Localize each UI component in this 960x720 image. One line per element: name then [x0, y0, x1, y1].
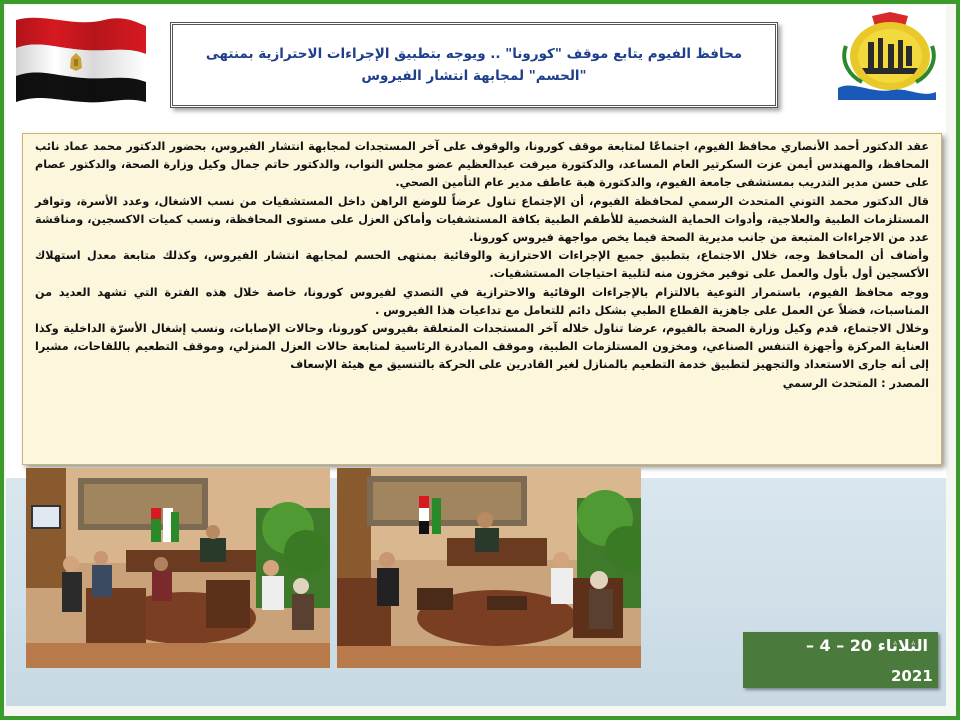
- date-year: 2021: [891, 667, 933, 685]
- meeting-photo-1: [26, 468, 330, 668]
- paragraph: وخلال الاجتماع، قدم وكيل وزارة الصحة بالفيوم، عرضا تناول خلاله آخر المستجدات المتعلقة بفيروس كورونا، وحالات الإصابات، ونسب إشغال الأسرّة الداخلية وكذا العناية المركزة وأجهزة التنفس الصناعي، ومخزون المستلزمات الطبية، وموقف المبادرة الرئاسية لمتابعة حالات العزل المنزلي، وموقف التطعيم باللقاحات، مشيرا إلى أنه جارى الاستعداد والتجهيز لتطبيق خدمة التطعيم بالمنازل لغير القادرين على الحركة بالتنسيق مع هيئة الإسعاف: [35, 322, 929, 372]
- paragraph: وأضاف أن المحافظ وجه، خلال الاجتماع، بتطبيق جميع الإجراءات الاحترازية والوقائية بمنتهى الحسم لمجابهة انتشار الفيروس، وكذلك متابعة معدل استهلاك الأكسجين أول بأول والعمل على توفير مخزون منه لتلبية احتياجات المستشفيات.: [35, 249, 929, 281]
- paragraph: قال الدكتور محمد التوني المتحدث الرسمي لمحافظة الفيوم، أن الإجتماع تناول عرضاً للوضع الراهن داخل المستشفيات من نسب الاشغال، وعدد الأسرة، وتوافر المستلزمات الطبية والعلاجية، وأدوات الحماية الشخصية للأطقم الطبية بكافة المستشفيات وأماكن العزل على مستوى المحافظة، ونسب كميات الاكسجين، ومناقشة عدد من الاجراءات المتبعة من جانب مديرية الصحة فيما يخص مواجهة فيروس كورونا.: [35, 194, 929, 245]
- egypt-flag-icon: [14, 12, 148, 104]
- meeting-photo-2: [337, 468, 641, 668]
- title-box: [170, 22, 778, 108]
- date-day: الثلاثاء 20 – 4 –: [805, 636, 928, 655]
- date-box: [743, 632, 938, 688]
- fayoum-logo-icon: [832, 10, 942, 102]
- article-body: [22, 133, 942, 465]
- paragraph: ووجه محافظ الفيوم، باستمرار التوعية بالالتزام بالإجراءات الوقائية والاحترازية في التصدي لفيروس كورونا، خاصة خلال هذه الفترة التي تشهد العديد من المناسبات، فضلاً عن العمل على جاهزية القطاع الطبي بشكل دائم للتعامل مع تداعيات هذا الفيروس .: [35, 285, 929, 317]
- source-line: المصدر : المتحدث الرسمي: [782, 376, 929, 390]
- paragraph: عقد الدكتور أحمد الأنصاري محافظ الفيوم، اجتماعًا لمتابعة موقف كورونا، والوقوف على آخر المستجدات لمجابهة انتشار الفيروس، بحضور الدكتور محمد عماد نائب المحافظ، والمهندس أيمن عزت السكرتير العام المساعد، والدكتورة ميرفت عبدالعظيم عضو مجلس النواب، والدكتور حاتم جمال وكيل وزارة الصحة، والدكتور عصام على حسن مدير التدريب بمستشفى جامعة الفيوم، والدكتورة هبة عاطف مدير عام التأمين الصحي.: [35, 140, 929, 190]
- page-title: محافظ الفيوم يتابع موقف "كورونا" .. ويوجه بتطبيق الإجراءات الاحترازية بمنتهى "الحسم" لمجابهة انتشار الفيروس: [205, 46, 743, 84]
